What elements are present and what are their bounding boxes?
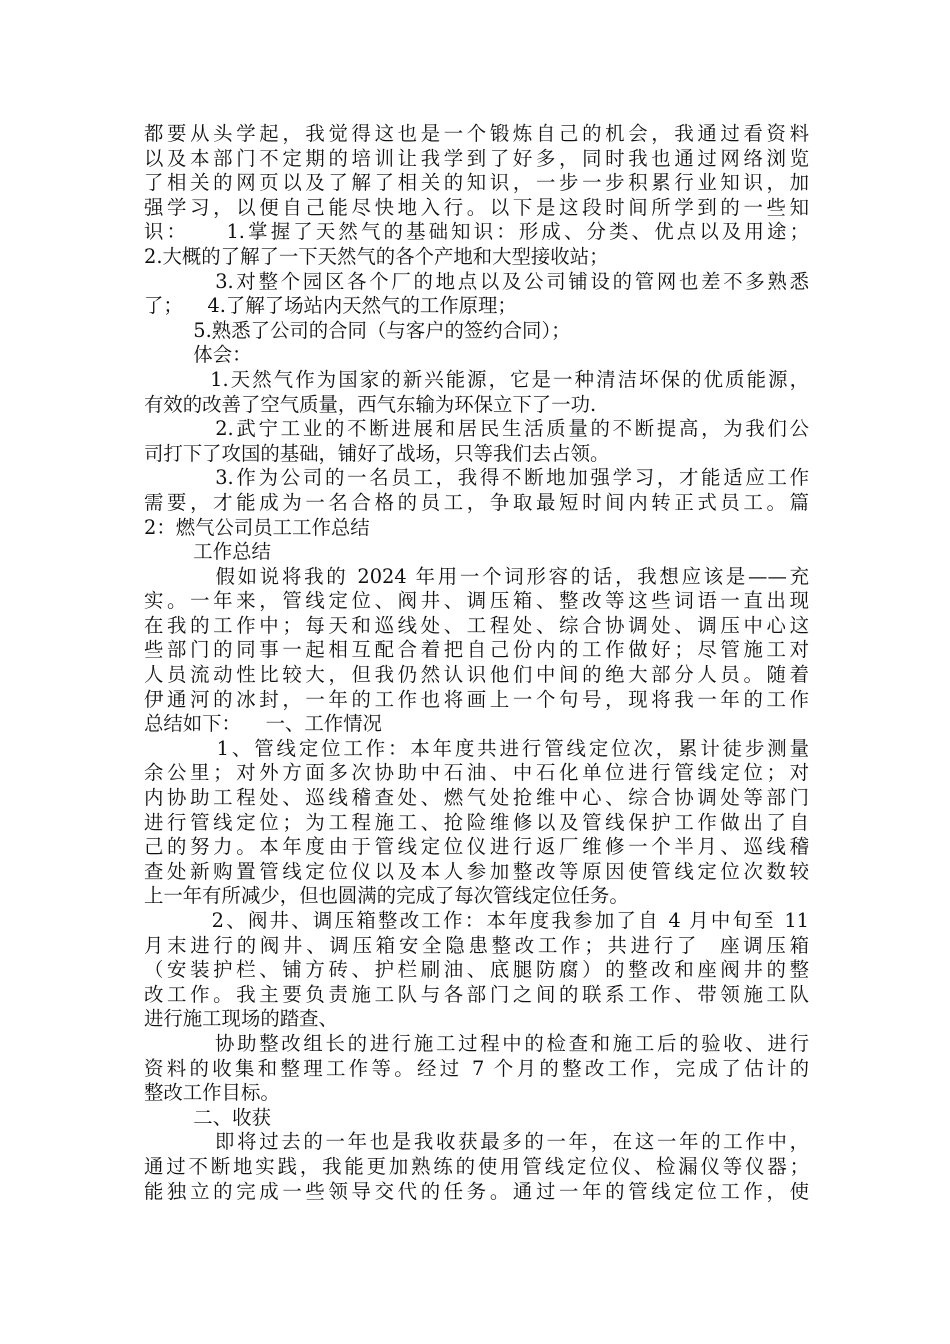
- text-line: 上一年有所减少，但也圆满的完成了每次管线定位任务。: [144, 884, 629, 908]
- text-line: 能独立的完成一些领导交代的任务。通过一年的管线定位工作，使: [144, 1179, 809, 1203]
- text-line: 假如说将我的 2024 年用一个词形容的话，我想应该是——充: [144, 564, 809, 588]
- text-line: 2.武宁工业的不断进展和居民生活质量的不断提高，为我们公: [144, 417, 809, 441]
- text-line: 工作总结: [144, 540, 271, 564]
- text-line: 1.天然气作为国家的新兴能源，它是一种清洁坏保的优质能源，: [144, 367, 809, 391]
- text-line: 伊通河的冰封，一年的工作也将画上一个句号，现将我一年的工作: [144, 687, 809, 711]
- text-line: 人员流动性比较大，但我仍然认识他们中间的绝大部分人员。随着: [144, 663, 809, 687]
- text-line: 2.大概的了解了一下天然气的各个产地和大型接收站；: [144, 244, 609, 268]
- text-line: 3.作为公司的一名员工，我得不断地加强学习，才能适应工作: [144, 466, 809, 490]
- text-line: 实。一年来，管线定位、阀井、调压箱、整改等这些词语一直出现: [144, 589, 809, 613]
- text-line: 以及本部门不定期的培训让我学到了好多，同时我也通过网络浏览: [144, 146, 809, 170]
- text-line: 己的努力。本年度由于管线定位仪进行返厂维修一个半月、巡线稽: [144, 835, 809, 859]
- text-line: 二、收获: [144, 1105, 271, 1129]
- text-line: 余公里；对外方面多次协助中石油、中石化单位进行管线定位；对: [144, 761, 809, 785]
- text-line: 5.熟悉了公司的合同（与客户的签约合同）；: [144, 318, 571, 342]
- text-line: 了； 4.了解了场站内天然气的工作原理；: [144, 294, 517, 318]
- text-line: 进行管线定位；为工程施工、抢险维修以及管线保护工作做出了自: [144, 810, 809, 834]
- text-line: 都要从头学起，我觉得这也是一个锻炼自己的机会，我通过看资料: [144, 122, 809, 145]
- text-line: 总结如下： 一、工作情况: [144, 712, 382, 736]
- text-line: 体会：: [144, 343, 252, 367]
- text-line: 改工作。我主要负责施工队与各部门之间的联系工作、带领施工队: [144, 982, 809, 1006]
- text-line: 识： 1.掌握了天然气的基础知识：形成、分类、优点以及用途；: [144, 220, 809, 244]
- text-line: 了相关的网页以及了解了相关的知识，一步一步积累行业知识，加: [144, 171, 809, 195]
- document-page: [144, 122, 809, 1204]
- text-line: 3.对整个园区各个厂的地点以及公司铺设的管网也差不多熟悉: [144, 269, 809, 293]
- text-line: （安装护栏、铺方砖、护栏刷油、底腿防腐）的整改和座阀井的整: [144, 958, 809, 982]
- text-line: 资料的收集和整理工作等。经过 7 个月的整改工作，完成了估计的: [144, 1056, 809, 1080]
- text-line: 有效的改善了空气质量，西气东输为环保立下了一功.: [144, 392, 597, 416]
- text-line: 些部门的同事一起相互配合着把自己份内的工作做好；尽管施工对: [144, 638, 809, 662]
- text-line: 内协助工程处、巡线稽查处、燃气处抢维中心、综合协调处等部门: [144, 786, 809, 810]
- text-line: 2：燃气公司员工工作总结: [144, 515, 370, 539]
- text-line: 即将过去的一年也是我收获最多的一年，在这一年的工作中，: [144, 1130, 809, 1154]
- text-line: 2、阀井、调压箱整改工作：本年度我参加了自 4 月中旬至 11: [144, 909, 809, 932]
- text-line: 1、管线定位工作：本年度共进行管线定位次，累计徒步测量: [144, 736, 809, 760]
- text-line: 进行施工现场的踏查、: [144, 1007, 338, 1031]
- text-line: 司打下了攻国的基础，铺好了战场，只等我们去占领。: [144, 441, 610, 465]
- text-line: 协助整改组长的进行施工过程中的检查和施工后的验收、进行: [144, 1031, 809, 1055]
- text-line: 在我的工作中；每天和巡线处、工程处、综合协调处、调压中心这: [144, 613, 809, 637]
- text-line: 月末进行的阀井、调压箱安全隐患整改工作；共进行了 座调压箱: [144, 933, 809, 957]
- text-line: 需要，才能成为一名合格的员工，争取最短时间内转正式员工。篇: [144, 490, 809, 514]
- text-line: 强学习，以便自己能尽快地入行。以下是这段时间所学到的一些知: [144, 195, 809, 219]
- text-line: 查处新购置管线定位仪以及本人参加整改等原因使管线定位次数较: [144, 859, 809, 883]
- text-line: 整改工作目标。: [144, 1081, 280, 1105]
- text-line: 通过不断地实践，我能更加熟练的使用管线定位仪、检漏仪等仪器；: [144, 1154, 809, 1178]
